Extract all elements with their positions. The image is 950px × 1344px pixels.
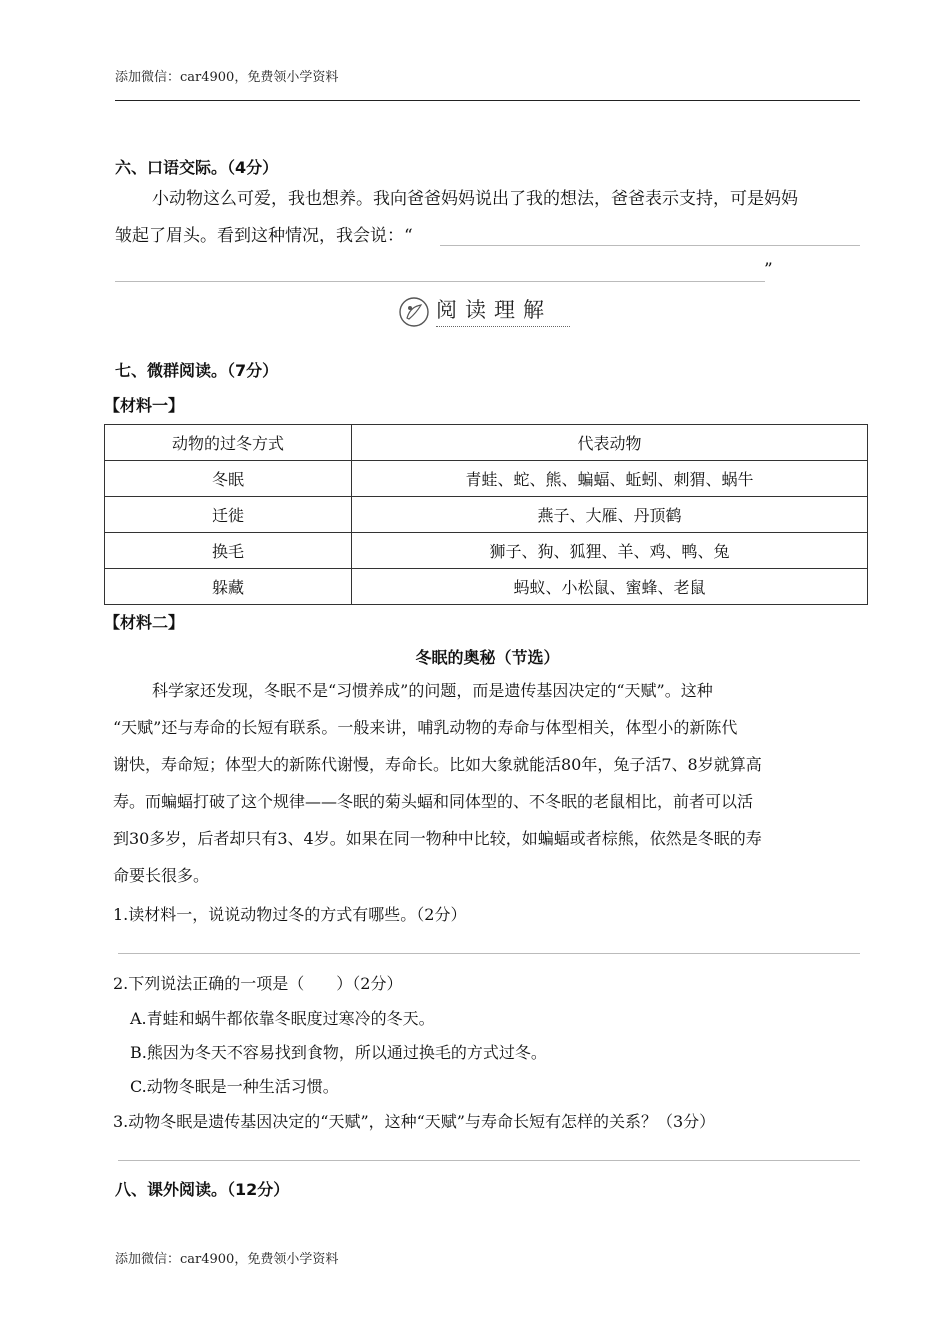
table-row (105, 569, 868, 605)
table-header-cell: 动物的过冬方式 (105, 425, 352, 461)
table-cell: 迁徙 (105, 497, 352, 533)
material-2-label: 【材料二】 (104, 613, 185, 632)
article-title: 冬眠的奥秘（节选） (415, 648, 560, 667)
article-line: 命要长很多。 (113, 866, 210, 885)
page-header: 添加微信：car4900，免费领小学资料 (115, 70, 339, 85)
table-header-row (105, 425, 868, 461)
header-divider (115, 100, 860, 101)
table-cell: 燕子、大雁、丹顶鹤 (352, 497, 868, 533)
section-6-line-2: 皱起了眉头。看到这种情况，我会说：“ (115, 226, 413, 246)
banner-title: 阅读理解 (436, 298, 552, 322)
article-line: 谢快，寿命短；体型大的新陈代谢慢，寿命长。比如大象就能活80年，兔子活7、8岁就算高 (113, 755, 762, 774)
article-line: “天赋”还与寿命的长短有联系。一般来讲，哺乳动物的寿命与体型相关，体型小的新陈代 (113, 718, 738, 737)
option-b[interactable]: B.熊因为冬天不容易找到食物，所以通过换毛的方式过冬。 (130, 1043, 547, 1062)
table-cell: 冬眠 (105, 461, 352, 497)
page-footer: 添加微信：car4900，免费领小学资料 (115, 1252, 339, 1267)
material-1-label: 【材料一】 (104, 396, 185, 415)
answer-line[interactable] (440, 245, 860, 246)
table-cell: 躲藏 (105, 569, 352, 605)
section-6-line-1: 小动物这么可爱，我也想养。我向爸爸妈妈说出了我的想法，爸爸表示支持，可是妈妈 (152, 189, 798, 209)
table-cell: 换毛 (105, 533, 352, 569)
answer-line[interactable] (118, 953, 860, 954)
reading-section-banner (398, 292, 573, 332)
section-8-title: 八、课外阅读。（12分） (115, 1180, 290, 1199)
table-row (105, 497, 868, 533)
article-line: 科学家还发现，冬眠不是“习惯养成”的问题，而是遗传基因决定的“天赋”。这种 (152, 681, 713, 700)
table-cell: 青蛙、蛇、熊、蝙蝠、蚯蚓、刺猬、蜗牛 (352, 461, 868, 497)
wintering-table (104, 424, 868, 605)
table-row (105, 461, 868, 497)
answer-line[interactable] (115, 281, 765, 282)
question-2: 2.下列说法正确的一项是（ ）（2分） (113, 974, 403, 993)
table-row (105, 533, 868, 569)
option-c[interactable]: C.动物冬眠是一种生活习惯。 (130, 1077, 339, 1096)
question-1: 1.读材料一，说说动物过冬的方式有哪些。（2分） (113, 905, 467, 924)
section-6-title: 六、口语交际。（4分） (115, 158, 279, 177)
table-cell: 蚂蚁、小松鼠、蜜蜂、老鼠 (352, 569, 868, 605)
banner-underline (436, 326, 570, 327)
article-line: 到30多岁，后者却只有3、4岁。如果在同一物种中比较，如蝙蝠或者棕熊，依然是冬眠的寿 (113, 829, 762, 848)
table-cell: 狮子、狗、狐狸、羊、鸡、鸭、兔 (352, 533, 868, 569)
section-7-title: 七、微群阅读。（7分） (115, 361, 279, 380)
answer-line[interactable] (118, 1160, 860, 1161)
closing-quote: ” (764, 260, 773, 280)
reading-emblem-icon (398, 296, 430, 328)
table-header-cell: 代表动物 (352, 425, 868, 461)
question-3: 3.动物冬眠是遗传基因决定的“天赋”，这种“天赋”与寿命长短有怎样的关系？（3分） (113, 1112, 716, 1131)
article-line: 寿。而蝙蝠打破了这个规律——冬眠的菊头蝠和同体型的、不冬眠的老鼠相比，前者可以活 (113, 792, 754, 811)
option-a[interactable]: A.青蛙和蜗牛都依靠冬眠度过寒冷的冬天。 (130, 1009, 435, 1028)
